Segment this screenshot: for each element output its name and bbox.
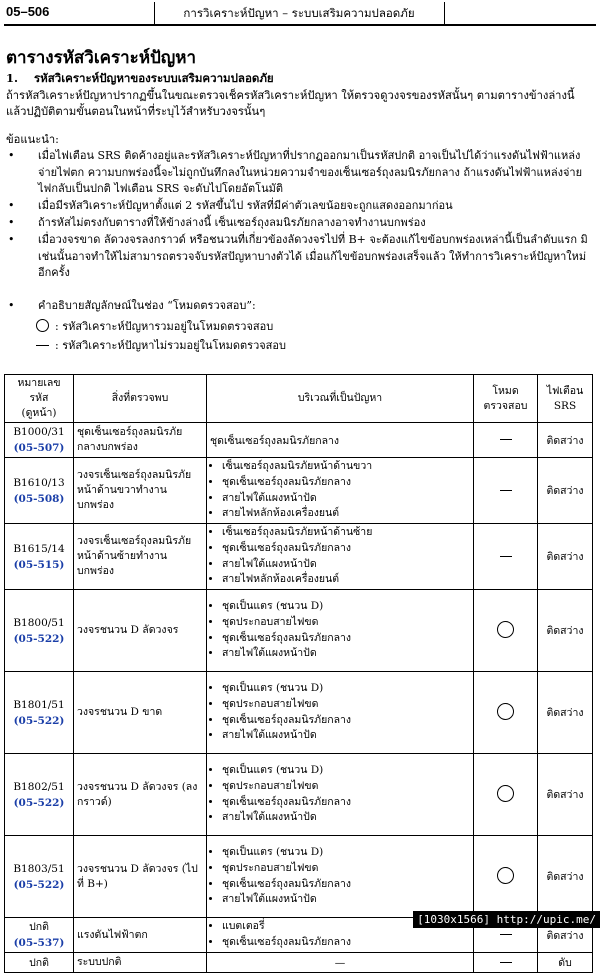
trouble-area-item: — <box>334 956 346 969</box>
header-title: การวิเคราะห์ปัญหา – ระบบเสริมความปลอดภัย <box>183 6 415 20</box>
bullet-text: คำอธิบายสัญลักษณ์ในช่อง “โหมดตรวจสอบ”: <box>38 299 256 312</box>
trouble-area-item: • ชุดเป็นแตร (ชนวน D) <box>222 763 470 779</box>
srs-warning-state: ติดสว่าง <box>538 458 593 524</box>
header-mode: โหมด ตรวจสอบ <box>474 375 538 423</box>
legend-circle-text: : รหัสวิเคราะห์ปัญหารวมอยู่ในโหมดตรวจสอบ <box>55 320 274 333</box>
check-mode-cell <box>474 672 538 754</box>
trouble-area-item: • ชุดประกอบสายไฟขด <box>222 697 470 713</box>
dash-icon <box>500 962 512 963</box>
trouble-area-item: • ชุดเป็นแตร (ชนวน D) <box>222 681 470 697</box>
trouble-area-item: • เซ็นเซอร์ถุงลมนิรภัยหน้าด้านขวา <box>222 459 470 475</box>
page-reference-link[interactable]: (05-522) <box>13 714 65 727</box>
detection-item: วงจรชนวน D ขาด <box>74 672 207 754</box>
advice-bullet <box>8 148 592 198</box>
trouble-area-item: • ชุดเซ็นเซอร์ถุงลมนิรภัยกลาง <box>222 935 470 951</box>
trouble-area-item: • ชุดเป็นแตร (ชนวน D) <box>222 599 470 615</box>
trouble-area-item: • สายไฟหลักห้องเครื่องยนต์ <box>222 572 470 588</box>
detection-item: วงจรเซ็นเซอร์ถุงลมนิรภัยหน้าด้านซ้ายทำงานบกพร่อง <box>74 524 207 590</box>
bullet-text: เมื่อมีรหัสวิเคราะห์ปัญหาตั้งแต่ 2 รหัสขึ้นไป รหัสที่มีค่าตัวเลขน้อยจะถูกแสดงออกมาก่อน <box>38 199 453 212</box>
dtc-code-cell <box>5 836 74 918</box>
trouble-area-item: ชุดเซ็นเซอร์ถุงลมนิรภัยกลาง <box>210 434 340 447</box>
dash-icon <box>500 439 512 440</box>
section-title: ตารางรหัสวิเคราะห์ปัญหา <box>6 48 197 68</box>
trouble-area-item: • สายไฟใต้แผงหน้าปัด <box>222 892 470 908</box>
dash-icon <box>500 490 512 491</box>
table-row <box>5 458 593 524</box>
trouble-area-item: • เซ็นเซอร์ถุงลมนิรภัยหน้าด้านซ้าย <box>222 525 470 541</box>
bullet-dot-icon: • <box>8 199 15 212</box>
trouble-area-cell <box>207 672 474 754</box>
dash-icon <box>500 934 512 935</box>
page-reference-link[interactable]: (05-522) <box>13 878 65 891</box>
check-mode-cell <box>474 836 538 918</box>
trouble-area-item: • สายไฟหลักห้องเครื่องยนต์ <box>222 506 470 522</box>
dash-icon <box>36 345 49 346</box>
dtc-code: B1610/13 <box>13 476 65 489</box>
check-mode-cell <box>474 524 538 590</box>
dtc-code: B1802/51 <box>13 780 65 793</box>
dtc-code: B1801/51 <box>13 698 65 711</box>
dtc-code-cell <box>5 672 74 754</box>
check-mode-cell <box>474 458 538 524</box>
trouble-area-item: • ชุดเซ็นเซอร์ถุงลมนิรภัยกลาง <box>222 713 470 729</box>
trouble-area-cell <box>207 836 474 918</box>
trouble-area-item: • สายไฟใต้แผงหน้าปัด <box>222 810 470 826</box>
trouble-area-item: • สายไฟใต้แผงหน้าปัด <box>222 646 470 662</box>
dtc-code-cell <box>5 458 74 524</box>
srs-warning-state: ติดสว่าง <box>538 590 593 672</box>
page-reference-link[interactable]: (05-507) <box>13 442 65 454</box>
bullet-dot-icon: • <box>8 216 15 229</box>
trouble-area-item: • สายไฟใต้แผงหน้าปัด <box>222 491 470 507</box>
table-body <box>5 423 593 973</box>
dtc-code-cell <box>5 423 74 458</box>
srs-warning-state: ติดสว่าง <box>538 524 593 590</box>
page-reference-link[interactable]: (05-522) <box>13 632 65 645</box>
advice-bullet <box>8 232 592 282</box>
trouble-area-item: • ชุดเซ็นเซอร์ถุงลมนิรภัยกลาง <box>222 795 470 811</box>
bullet-dot-icon: • <box>8 233 15 246</box>
check-mode-cell <box>474 754 538 836</box>
trouble-area-item: • สายไฟใต้แผงหน้าปัด <box>222 728 470 744</box>
legend-dash-row <box>36 336 286 354</box>
header-divider <box>444 2 445 24</box>
detection-item: วงจรเซ็นเซอร์ถุงลมนิรภัยหน้าด้านขวาทำงานบกพร่อง <box>74 458 207 524</box>
detection-item: วงจรชนวน D ลัดวงจร (ลงกราวด์) <box>74 754 207 836</box>
trouble-area-item: • ชุดเซ็นเซอร์ถุงลมนิรภัยกลาง <box>222 631 470 647</box>
circle-icon <box>497 867 514 884</box>
bullet-dot-icon: • <box>8 299 15 312</box>
srs-warning-state: ติดสว่าง <box>538 423 593 458</box>
trouble-area-cell <box>207 423 474 458</box>
bullet-text: ถ้ารหัสไม่ตรงกับตารางที่ให้ข้างล่างนี้ เซ็นเซอร์ถุงลมนิรภัยกลางอาจทำงานบกพร่อง <box>38 216 426 229</box>
trouble-area-item: • ชุดประกอบสายไฟขด <box>222 779 470 795</box>
dtc-code-cell <box>5 590 74 672</box>
dtc-code: B1615/14 <box>13 542 65 555</box>
dtc-code: B1000/31 <box>13 426 65 438</box>
srs-warning-state: ติดสว่าง <box>538 754 593 836</box>
circle-icon <box>497 621 514 638</box>
srs-warning-state: ติดสว่าง <box>538 672 593 754</box>
dash-icon <box>500 556 512 557</box>
trouble-area-cell <box>207 953 474 973</box>
srs-warning-state: ติดสว่าง <box>538 918 593 953</box>
page-reference-link[interactable]: (05-515) <box>13 558 65 571</box>
table-row <box>5 836 593 918</box>
trouble-area-cell <box>207 458 474 524</box>
srs-warning-state: ติดสว่าง <box>538 836 593 918</box>
dtc-code-cell <box>5 754 74 836</box>
subsection-title: รหัสวิเคราะห์ปัญหาของระบบเสริมความปลอดภัย <box>34 71 274 85</box>
bullet-dot-icon: • <box>8 149 15 162</box>
advice-label: ข้อแนะนำ: <box>6 133 59 146</box>
table-row <box>5 590 593 672</box>
trouble-area-item: • สายไฟใต้แผงหน้าปัด <box>222 557 470 573</box>
dtc-code: ปกติ <box>29 921 49 933</box>
subsection-number: 1. <box>6 71 19 85</box>
circle-icon <box>36 319 49 332</box>
advice-bullet <box>8 298 592 315</box>
trouble-area-item: • ชุดเซ็นเซอร์ถุงลมนิรภัยกลาง <box>222 877 470 893</box>
advice-bullet <box>8 215 592 232</box>
trouble-area-item: • ชุดเซ็นเซอร์ถุงลมนิรภัยกลาง <box>222 475 470 491</box>
page-reference-link[interactable]: (05-508) <box>13 492 65 505</box>
trouble-area-item: • ชุดเป็นแตร (ชนวน D) <box>222 845 470 861</box>
intro-paragraph: ถ้ารหัสวิเคราะห์ปัญหาปรากฏขึ้นในขณะตรวจเช็ครหัสวิเคราะห์ปัญหา ให้ตรวจดูวงจรของรหัสนั้นๆ ตามตารางข้างล่างนี้ แล้วปฏิบัติตามขั้นตอนในหน้าที่ระบุไว้สำหรับวงจรนั้นๆ <box>6 89 575 118</box>
page-reference-link[interactable]: (05-522) <box>13 796 65 809</box>
trouble-area-cell <box>207 754 474 836</box>
dtc-code: ปกติ <box>29 956 49 969</box>
trouble-area-cell <box>207 590 474 672</box>
advice-bullet <box>8 198 592 215</box>
dtc-code-cell <box>5 524 74 590</box>
check-mode-cell <box>474 953 538 973</box>
subsection-heading <box>6 70 274 88</box>
detection-item: ชุดเซ็นเซอร์ถุงลมนิรภัยกลางบกพร่อง <box>74 423 207 458</box>
table-row <box>5 672 593 754</box>
circle-icon <box>497 785 514 802</box>
detection-item: วงจรชนวน D ลัดวงจร (ไปที่ B+) <box>74 836 207 918</box>
detection-item: ระบบปกติ <box>74 953 207 973</box>
dtc-code: B1800/51 <box>13 616 65 629</box>
header-item: สิ่งที่ตรวจพบ <box>74 375 207 423</box>
legend-dash-text: : รหัสวิเคราะห์ปัญหาไม่รวมอยู่ในโหมดตรวจสอบ <box>55 339 286 352</box>
table-row <box>5 423 593 458</box>
trouble-area-cell <box>207 524 474 590</box>
detection-item: วงจรชนวน D ลัดวงจร <box>74 590 207 672</box>
check-mode-cell <box>474 590 538 672</box>
trouble-area-item: • ชุดประกอบสายไฟขด <box>222 615 470 631</box>
trouble-area-item: • ชุดประกอบสายไฟขด <box>222 861 470 877</box>
detection-item: แรงดันไฟฟ้าตก <box>74 918 207 953</box>
trouble-area-item: • แบตเตอรี่ <box>222 919 470 935</box>
header-area: บริเวณที่เป็นปัญหา <box>207 375 474 423</box>
bullet-text: เมื่อวงจรขาด ลัดวงจรลงกราวด์ หรือชนวนที่เกี่ยวข้องลัดวงจรไปที่ B+ จะต้องแก้ไขข้อบกพร่องเหล่านี้เป็นลำดับแรก มิเช่นนั้นอาจทำให้ไม่สามารถตรวจจับรหัสปัญหาบางตัวได้ เมื่อแก้ไขข้อบกพร่องเสร็จแล้ว ให้ทำการวิเคราะห์ปัญหาใหม่อีกครั้ง <box>38 233 588 279</box>
table-row <box>5 754 593 836</box>
bullet-text: เมื่อไฟเตือน SRS ติดค้างอยู่และรหัสวิเคราะห์ปัญหาที่ปรากฏออกมาเป็นรหัสปกติ อาจเป็นไปได้ว่าแรงดันไฟฟ้าแหล่งจ่ายไฟตก ความบกพร่องนี้จะไม่ถูกบันทึกลงในหน่วยความจำของเซ็นเซอร์ถุงลมนิรภัยกลาง ถ้าแรงดันไฟฟ้าแหล่งจ่ายไฟกลับเป็นปกติ ไฟเตือน SRS จะดับไปโดยอัตโนมัติ <box>38 149 583 195</box>
table-header-row <box>5 375 593 423</box>
legend-circle-row <box>36 317 273 335</box>
page-reference-link[interactable]: (05-537) <box>13 937 65 949</box>
header-srs: ไฟเตือน SRS <box>538 375 593 423</box>
dtc-code-cell <box>5 918 74 953</box>
srs-warning-state: ดับ <box>538 953 593 973</box>
dtc-table <box>4 374 593 973</box>
page-number: 05–506 <box>6 4 50 19</box>
table-row <box>5 524 593 590</box>
header-code: หมายเลขรหัส (ดูหน้า) <box>5 375 74 423</box>
table-row <box>5 953 593 973</box>
trouble-area-item: • ชุดเซ็นเซอร์ถุงลมนิรภัยกลาง <box>222 541 470 557</box>
watermark: [1030x1566] http://upic.me/ <box>413 911 600 928</box>
dtc-code: B1803/51 <box>13 862 65 875</box>
check-mode-cell <box>474 423 538 458</box>
page-header <box>4 2 596 26</box>
circle-icon <box>497 703 514 720</box>
dtc-code-cell <box>5 953 74 973</box>
